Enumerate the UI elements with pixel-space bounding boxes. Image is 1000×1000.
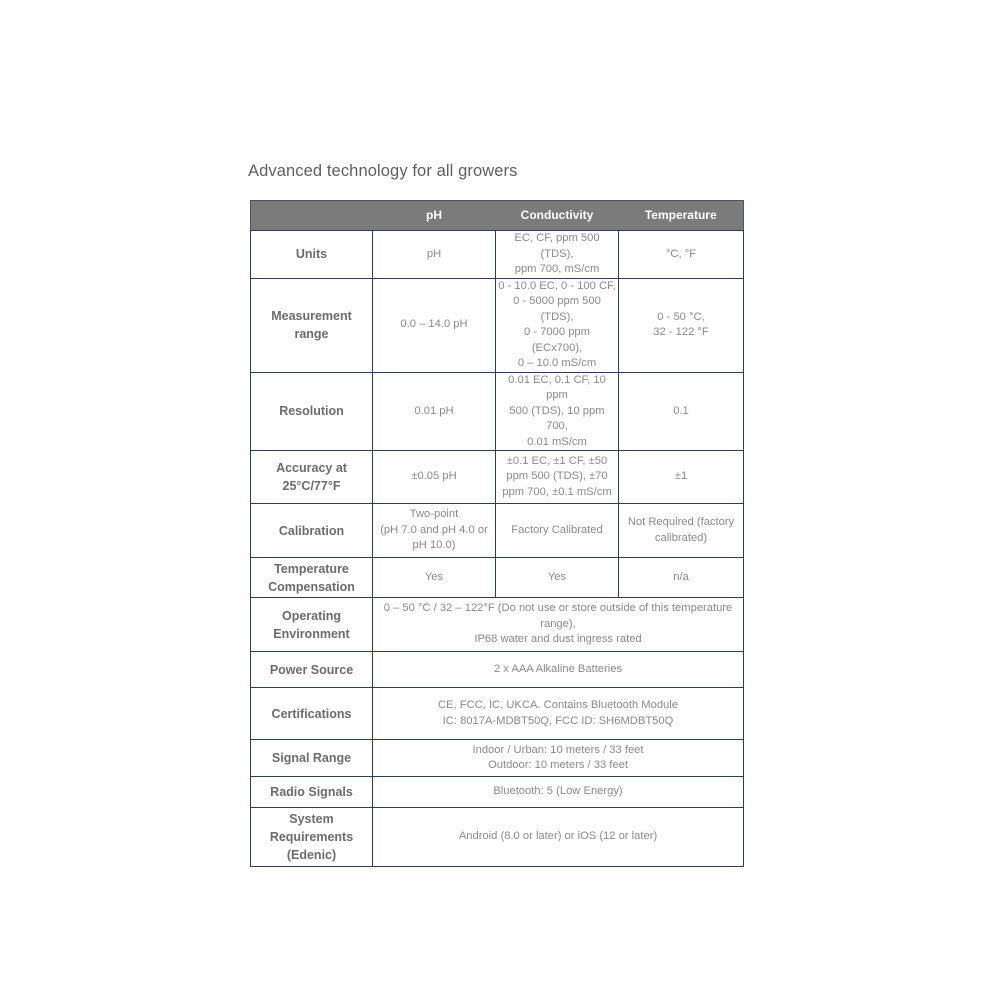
row-label <box>251 688 373 740</box>
cell-line: ±1 <box>674 470 688 483</box>
row-label <box>251 808 373 867</box>
cell-line: ±0.05 pH <box>411 470 457 483</box>
cell-line: Bluetooth: 5 (Low Energy) <box>493 785 623 798</box>
header-temperature: Temperature <box>619 201 744 231</box>
cell-line: range), <box>540 617 576 630</box>
cell-line: IP68 water and dust ingress rated <box>474 633 642 646</box>
value-cell-ph <box>373 231 496 279</box>
spanning-value-cell <box>373 688 744 740</box>
cell-line: 0 - 7000 ppm (ECx700), <box>524 326 590 354</box>
cell-line: ppm 500 (TDS), ±70 <box>506 470 608 483</box>
cell-line: 0.1 <box>673 404 689 417</box>
value-cell-temperature <box>619 504 744 558</box>
cell-line: Calibration <box>278 523 345 538</box>
cell-line: 32 - 122 °F <box>653 326 709 338</box>
cell-line: n/a <box>673 570 689 583</box>
cell-line: Factory Calibrated <box>511 523 603 536</box>
cell-line: Indoor / Urban: 10 meters / 33 feet <box>472 743 644 756</box>
section-title: Advanced technology for all growers <box>248 162 518 180</box>
cell-line: Power Source <box>269 662 354 677</box>
table-row <box>251 278 744 372</box>
cell-line: Operating <box>281 608 342 623</box>
row-label <box>251 372 373 451</box>
value-cell-ph <box>373 278 496 372</box>
value-cell-conductivity <box>496 504 619 558</box>
cell-line: Environment <box>273 626 350 641</box>
spanning-value-cell <box>373 808 744 867</box>
header-conductivity: Conductivity <box>496 201 619 231</box>
cell-line: 2 x AAA Alkaline Batteries <box>493 662 623 675</box>
cell-line: (Edenic) <box>286 848 337 862</box>
cell-line: Requirements <box>269 830 354 844</box>
value-cell-temperature <box>619 451 744 504</box>
cell-line: 0 – 50 °C / 32 – 122°F (Do not use or store outside of this temperature <box>383 602 733 615</box>
table-row <box>251 652 744 688</box>
cell-line: range <box>294 327 329 341</box>
cell-line: Resolution <box>279 404 344 419</box>
cell-line: 0.01 mS/cm <box>527 435 587 448</box>
cell-line: ppm 700, mS/cm <box>514 263 600 275</box>
cell-line: Compensation <box>268 579 355 594</box>
spanning-value-cell <box>373 740 744 777</box>
value-cell-conductivity <box>496 278 619 372</box>
cell-line: Signal Range <box>271 751 352 765</box>
value-cell-temperature <box>619 278 744 372</box>
specifications-table <box>250 200 744 867</box>
value-cell-conductivity <box>496 231 619 279</box>
table-row <box>251 558 744 598</box>
row-label <box>251 451 373 504</box>
cell-line: CE, FCC, IC, UKCA. Contains Bluetooth Module <box>437 699 678 711</box>
cell-line: calibrated) <box>654 531 708 544</box>
cell-line: System <box>289 812 334 826</box>
cell-line: EC, CF, ppm 500 (TDS), <box>514 232 600 260</box>
cell-line: Yes <box>424 570 444 583</box>
cell-line: (TDS), <box>540 310 574 323</box>
cell-line: 0.0 – 14.0 pH <box>400 318 468 331</box>
table-row <box>251 451 744 504</box>
table-row <box>251 808 744 867</box>
cell-line: pH <box>426 247 442 260</box>
cell-line: Radio Signals <box>270 785 353 799</box>
spanning-value-cell <box>373 777 744 808</box>
row-label <box>251 231 373 279</box>
value-cell-temperature <box>619 231 744 279</box>
row-label <box>251 504 373 558</box>
cell-line: Certifications <box>271 706 352 721</box>
value-cell-ph <box>373 504 496 558</box>
table-row <box>251 777 744 808</box>
cell-line: pH 10.0) <box>412 539 456 552</box>
cell-line: ppm 700, ±0.1 mS/cm <box>502 485 612 498</box>
value-cell-conductivity <box>496 451 619 504</box>
value-cell-ph <box>373 372 496 451</box>
cell-line: ±0.1 EC, ±1 CF, ±50 <box>506 454 608 467</box>
cell-line: (pH 7.0 and pH 4.0 or <box>380 523 488 536</box>
cell-line: Yes <box>547 570 567 583</box>
cell-line: Measurement <box>271 309 352 323</box>
cell-line: Units <box>295 247 328 262</box>
cell-line: 0 – 10.0 mS/cm <box>517 357 597 369</box>
cell-line: Temperature <box>274 561 349 576</box>
cell-line: 0 - 10.0 EC, 0 - 100 CF, <box>498 279 616 292</box>
cell-line: 500 (TDS), 10 ppm 700, <box>509 404 605 432</box>
row-label <box>251 598 373 652</box>
cell-line: IC: 8017A-MDBT50Q, FCC ID: SH6MDBT50Q <box>442 714 674 727</box>
value-cell-temperature <box>619 558 744 598</box>
cell-line: 0 - 50 °C, <box>657 310 705 323</box>
table-row <box>251 688 744 740</box>
value-cell-ph <box>373 558 496 598</box>
row-label <box>251 558 373 598</box>
value-cell-conductivity <box>496 372 619 451</box>
spanning-value-cell <box>373 598 744 652</box>
cell-line: 0 - 5000 ppm 500 <box>513 295 601 307</box>
value-cell-temperature <box>619 372 744 451</box>
header-ph: pH <box>373 201 496 231</box>
cell-line: 25°C/77°F <box>282 479 341 493</box>
cell-line: Outdoor: 10 meters / 33 feet <box>488 759 628 771</box>
header-empty <box>251 201 373 231</box>
cell-line: Two-point <box>409 508 459 521</box>
table-row <box>251 598 744 652</box>
cell-line: °C, °F <box>665 247 697 260</box>
table-row <box>251 372 744 451</box>
cell-line: Not Required (factory <box>627 516 735 528</box>
spanning-value-cell <box>373 652 744 688</box>
row-label <box>251 278 373 372</box>
row-label <box>251 740 373 777</box>
row-label <box>251 652 373 688</box>
table-row <box>251 231 744 279</box>
cell-line: Accuracy at <box>276 461 347 475</box>
cell-line: 0.01 pH <box>414 404 454 417</box>
value-cell-conductivity <box>496 558 619 598</box>
table-row <box>251 740 744 777</box>
table-header-row <box>251 201 744 231</box>
cell-line: Android (8.0 or later) or iOS (12 or later) <box>458 830 658 843</box>
row-label <box>251 777 373 808</box>
cell-line: 0.01 EC, 0.1 CF, 10 ppm <box>508 373 606 401</box>
table-row <box>251 504 744 558</box>
value-cell-ph <box>373 451 496 504</box>
